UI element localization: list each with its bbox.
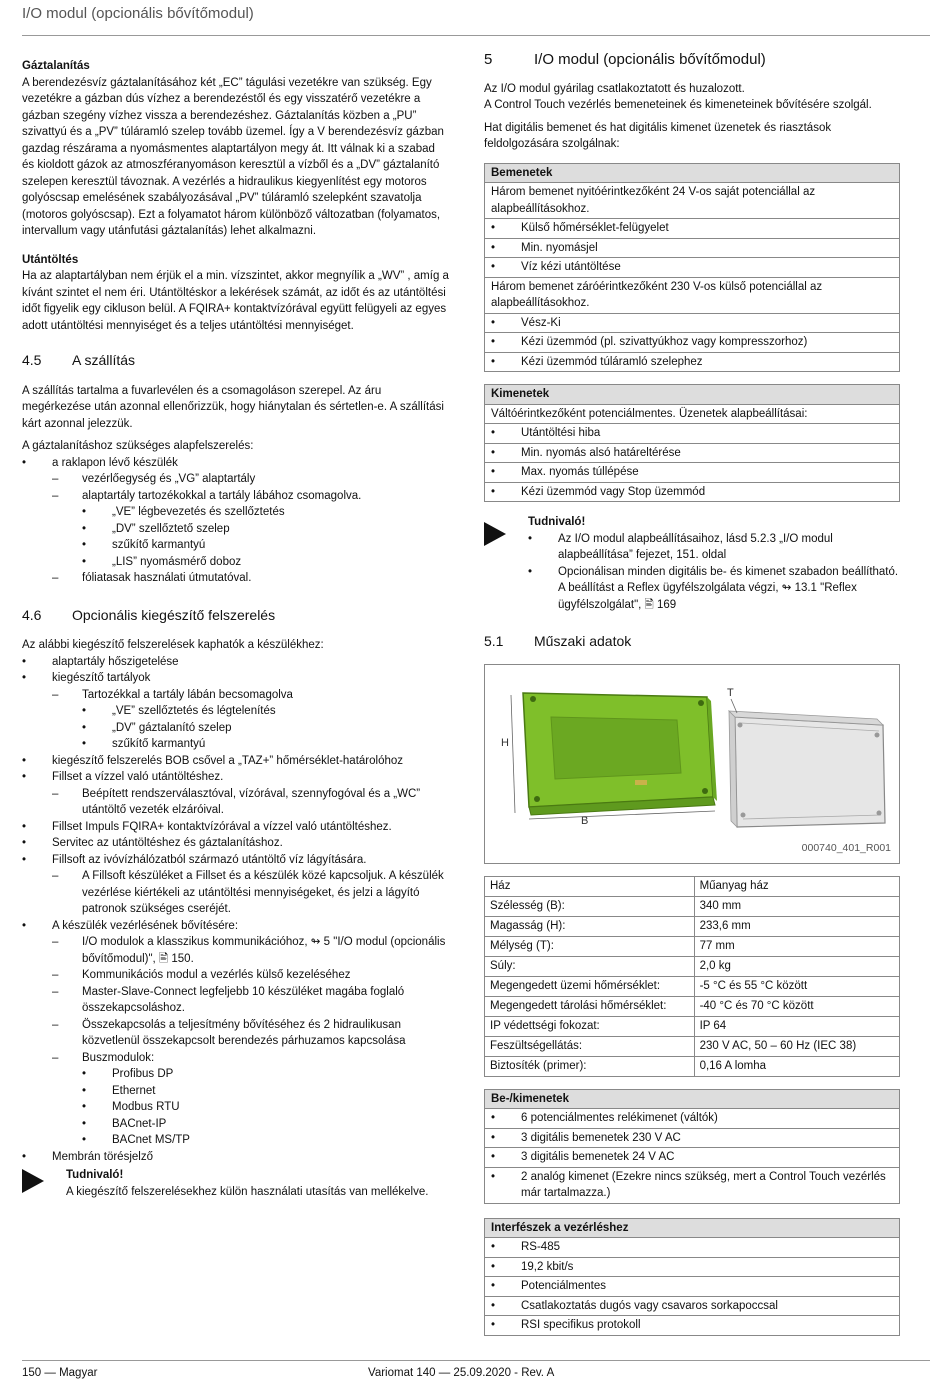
note-text: A kiegészítő felszerelésekhez külön használati utasítás van mellékelve.: [66, 1185, 429, 1198]
dimension-label-t: T: [727, 686, 734, 699]
spec-label: Megengedett tárolási hőmérséklet:: [485, 996, 695, 1016]
outputs-group: Váltóérintkezőként potenciálmentes. Üzenetek alapbeállításai:: [485, 405, 899, 425]
table-row: [485, 876, 900, 896]
list-item: • Utántöltési hiba: [485, 424, 899, 444]
spec-value: IP 64: [694, 1016, 899, 1036]
interface-box: [484, 1218, 900, 1336]
spec-label: Biztosíték (primer):: [485, 1056, 695, 1076]
io-intro-2: Hat digitális bemenet és hat digitális kimenet üzenetek és riasztások feldolgozására szolgálnak:: [484, 121, 832, 150]
footer-page-number: 150 — Magyar: [22, 1367, 98, 1379]
list-item: • Min. nyomásjel: [485, 239, 899, 259]
list-item: • szűkítő karmantyú: [82, 537, 450, 554]
spec-label: Ház: [485, 876, 695, 896]
table-row: [485, 1056, 900, 1076]
spec-value: 230 V AC, 50 – 60 Hz (IEC 38): [694, 1036, 899, 1056]
list-item: • Fillset a vízzel való utántöltéshez. – Beépített rendszerválasztóval, vízórával, szennyfogóval és a „WC” utántöltő vezeték elzáróival.: [22, 769, 450, 819]
io-box: [484, 1089, 900, 1204]
options-intro: Az alábbi kiegészítő felszerelések kaphatók a készülékhez:: [22, 639, 324, 651]
delivery-text: A szállítás tartalma a fuvarlevélen és a csomagoláson szerepel. Az áru megérkezése után azonnal ellenőrizzük, hogy hiánytalan és sértetlen-e. A szállítási kárt azonnal jelezzük.: [22, 384, 444, 430]
list-item: • „VE” légbevezetés és szellőztetés: [82, 504, 450, 521]
outputs-box: [484, 384, 900, 502]
degas-text: A berendezésvíz gáztalanításához két „EC” tágulási vezetékre van szükség. Egy vezetékre a gázban dús vízhez a berendezéstől és egy visszatérő vezetékre a gázban szegény vízhez vissza a berendezéshez. Gáztalanítás közben a „PU” szivattyú és a „PV” túláramló szelep tovább üzemel. Így a V berendezésvíz gázban gazdag részárama a nyomásmentes alaptartályon megy át. Itt válnak ki a szabad és kioldott gázok az atmoszféranyomáson keresztül a vízből és a „DV” gáztalanító szelepen keresztül távoznak. A vezérlés a hidraulikus kiegyenlítést egy motoros golyóscsap emelésének szabályozásával „PV” túláramló szelepként szavatolja (motoros golyóscsap). Ezt a folyamatot három különböző változatban (folyamatos, intervallum vagy utánfutási gáztalanítás) lehet alkalmazni.: [22, 76, 444, 237]
spec-value: -40 °C és 70 °C között: [694, 996, 899, 1016]
list-item: – Kommunikációs modul a vezérlés külső kezeléséhez: [52, 967, 450, 984]
interface-heading: Interfészek a vezérléshez: [485, 1219, 899, 1239]
list-item: • Modbus RTU: [82, 1099, 450, 1116]
list-item: • RSI specifikus protokoll: [485, 1316, 899, 1335]
spec-value: 0,16 A lomha: [694, 1056, 899, 1076]
list-item: • kiegészítő tartályok – Tartozékkal a tartály lábán becsomagolva • „VE” szellőztetés és légtelenítés • „DV” gáztalanító szelep • szűkítő karmantyú: [22, 670, 450, 753]
list-item: • Ethernet: [82, 1083, 450, 1100]
delivery-list: [22, 455, 450, 587]
list-item: • Kézi üzemmód vagy Stop üzemmód: [485, 483, 899, 502]
table-row: [485, 936, 900, 956]
spec-label: Magasság (H):: [485, 916, 695, 936]
spec-label: Mélység (T):: [485, 936, 695, 956]
list-item: • Víz kézi utántöltése: [485, 258, 899, 278]
note-arrow-icon: [484, 522, 506, 546]
list-item: • Membrán törésjelző: [22, 1149, 450, 1166]
list-item: • Külső hőmérséklet-felügyelet: [485, 219, 899, 239]
list-item: • RS-485: [485, 1238, 899, 1258]
io-module-figure: [484, 664, 900, 864]
list-item: – Buszmodulok: • Profibus DP • Ethernet • Modbus RTU • BACnet-IP • BACnet MS/TP: [52, 1050, 450, 1149]
list-item: • kiegészítő felszerelés BOB csővel a „TAZ+” hőmérséklet-határolóhoz: [22, 753, 450, 770]
cross-reference-link[interactable]: – I/O modulok a klasszikus kommunikációhoz, ↬ 5 "I/O modul (opcionális bővítőmodul)", 🖹 150.: [52, 934, 450, 967]
refill-heading: Utántöltés: [22, 253, 79, 266]
left-column: [22, 58, 450, 1206]
dimension-label-h: H: [501, 736, 509, 749]
list-item: • Vész-Ki: [485, 314, 899, 334]
io-heading: Be-/kimenetek: [485, 1090, 899, 1110]
io-intro-1: Az I/O modul gyárilag csatlakoztatott és huzalozott. A Control Touch vezérlés bemeneteinek és kimeneteinek bővítésére szolgál.: [484, 82, 872, 111]
table-row: [485, 996, 900, 1016]
list-item: • „DV” gáztalanító szelep: [82, 720, 450, 737]
cross-reference-link[interactable]: • Opcionálisan minden digitális be- és kimenet szabadon beállítható. A beállítást a Reflex ügyfélszolgálata végzi, ↬ 13.1 "Reflex ügyfélszolgálat", 🖹 169: [528, 564, 900, 614]
dimension-label-b: B: [581, 814, 589, 827]
list-item: • alaptartály hőszigetelése: [22, 654, 450, 671]
list-item: • „VE” szellőztetés és légtelenítés: [82, 703, 450, 720]
refill-text: Ha az alaptartályban nem érjük el a min. vízszintet, akkor megnyílik a „WV” , amíg a kívánt szintet el nem éri. Utántöltéskor a lekérések számát, az időt és az utántöltési időt figyelik egy cikluson belül. A FQIRA+ kontaktvízórával együtt felügyeli az egyes adott utántöltési mennyiséget és a teljes utántöltési mennyiséget.: [22, 270, 449, 332]
spec-label: Megengedett üzemi hőmérséklet:: [485, 976, 695, 996]
note-title: Tudnivaló!: [66, 1169, 124, 1181]
cross-reference-link[interactable]: • Az I/O modul alapbeállításaihoz, lásd 5.2.3 „I/O modul alapbeállítása” fejezet, 151. oldal: [528, 531, 900, 564]
note-accessories: [22, 1167, 450, 1200]
note-title: Tudnivaló!: [528, 516, 586, 528]
list-item: • Potenciálmentes: [485, 1277, 899, 1297]
spec-label: IP védettségi fokozat:: [485, 1016, 695, 1036]
delivery-intro: A gáztalanításhoz szükséges alapfelszerelés:: [22, 440, 254, 452]
page-header: [22, 6, 930, 36]
section-5-1-heading: 5.1 Műszaki adatok: [484, 633, 632, 649]
spec-value: Műanyag ház: [694, 876, 899, 896]
list-item: • 2 analóg kimenet (Ezekre nincs szükség, mert a Control Touch vezérlés már tartalmazza.): [485, 1168, 899, 1203]
list-item: • szűkítő karmantyú: [82, 736, 450, 753]
io-module-illustration: [485, 665, 899, 863]
running-title: I/O modul (opcionális bővítőmodul): [22, 5, 254, 22]
list-item: – vezérlőegység és „VG” alaptartály: [52, 471, 450, 488]
spec-label: Feszültségellátás:: [485, 1036, 695, 1056]
section-4-5-heading: 4.5 A szállítás: [22, 352, 136, 368]
list-item: • 3 digitális bemenetek 230 V AC: [485, 1129, 899, 1149]
inputs-group-1: Három bemenet nyitóérintkezőként 24 V-os saját potenciállal az alapbeállításokhoz.: [485, 183, 899, 219]
list-item: • Min. nyomás alsó határeltérése: [485, 444, 899, 464]
table-row: [485, 896, 900, 916]
list-item: • Fillset Impuls FQIRA+ kontaktvízórával a vízzel való utántöltéshez.: [22, 819, 450, 836]
list-item: – Master-Slave-Connect legfeljebb 10 készüléket magába foglaló összekapcsoláshoz.: [52, 984, 450, 1017]
list-item: – alaptartály tartozékokkal a tartály lábához csomagolva. • „VE” légbevezetés és szellőztetés • „DV” szellőztető szelep • szűkítő karmantyú • „LIS” nyomásmérő doboz: [52, 488, 450, 571]
spec-value: -5 °C és 55 °C között: [694, 976, 899, 996]
spec-label: Súly:: [485, 956, 695, 976]
table-row: [485, 976, 900, 996]
inputs-heading: Bemenetek: [485, 164, 899, 184]
list-item: • 6 potenciálmentes relékimenet (váltók): [485, 1109, 899, 1129]
table-row: [485, 1016, 900, 1036]
outputs-heading: Kimenetek: [485, 385, 899, 405]
spec-value: 233,6 mm: [694, 916, 899, 936]
list-item: • BACnet MS/TP: [82, 1132, 450, 1149]
list-item: • Profibus DP: [82, 1066, 450, 1083]
note-arrow-icon: [22, 1169, 44, 1193]
footer-doc-info: Variomat 140 — 25.09.2020 - Rev. A: [368, 1367, 555, 1379]
list-item: • 19,2 kbit/s: [485, 1258, 899, 1278]
table-row: [485, 956, 900, 976]
list-item: • Csatlakoztatás dugós vagy csavaros sorkapoccsal: [485, 1297, 899, 1317]
list-item: • Kézi üzemmód (pl. szivattyúkhoz vagy kompresszorhoz): [485, 333, 899, 353]
list-item: • Fillsoft az ivóvízhálózatból származó utántöltő víz lágyítására. – A Fillsoft készüléket a Fillset és a készülék közé kapcsoljuk. A készülék vezérlése kiértékeli az utántöltési mennyiségeket, és jelzi a lágyító patronok szükséges cseréjét.: [22, 852, 450, 918]
list-item: • „DV” szellőztető szelep: [82, 521, 450, 538]
list-item: • „LIS” nyomásmérő doboz: [82, 554, 450, 571]
note-io-settings: [484, 514, 900, 613]
list-item: – A Fillsoft készüléket a Fillset és a készülék közé kapcsoljuk. A készülék vezérlése kiértékeli az utántöltési mennyiségeket, és jelzi a lágyító patronok szükséges cseréjét.: [52, 868, 450, 918]
table-row: [485, 1036, 900, 1056]
list-item: – Beépített rendszerválasztóval, vízórával, szennyfogóval és a „WC” utántöltő vezeték elzáróival.: [52, 786, 450, 819]
section-4-6-heading: 4.6 Opcionális kiegészítő felszerelés: [22, 606, 276, 623]
list-item: • a raklapon lévő készülék – vezérlőegység és „VG” alaptartály – alaptartály tartozékokkal a tartály lábához csomagolva. • „VE” légbevezetés és szellőztetés • „DV” szellőztető szelep • szűkítő karmantyú • „LIS” nyomásmérő doboz – fóliatasak használati útmutatóval.: [22, 455, 450, 587]
inputs-box: [484, 163, 900, 373]
table-row: [485, 916, 900, 936]
spec-value: 340 mm: [694, 896, 899, 916]
list-item: • 3 digitális bemenetek 24 V AC: [485, 1148, 899, 1168]
options-list: [22, 654, 450, 1166]
specs-table: [484, 876, 900, 1077]
list-item: • Kézi üzemmód túláramló szelephez: [485, 353, 899, 372]
right-column: [484, 51, 900, 1346]
list-item: • Max. nyomás túllépése: [485, 463, 899, 483]
inputs-group-2: Három bemenet záróérintkezőként 230 V-os külső potenciállal az alapbeállításokhoz.: [485, 278, 899, 314]
list-item: • Servitec az utántöltéshez és gáztalanításhoz.: [22, 835, 450, 852]
section-5-heading: 5 I/O modul (opcionális bővítőmodul): [484, 51, 766, 68]
list-item: • BACnet-IP: [82, 1116, 450, 1133]
degas-heading: Gáztalanítás: [22, 60, 90, 72]
list-item: • A készülék vezérlésének bővítésére: – I/O modulok a klasszikus kommunikációhoz, ↬ 5 "I/O modul (opcionális bővítőmodul)", 🖹 150. – Kommunikációs modul a vezérlés külső kezeléséhez – Master-Slave-Connect legfeljebb 10 készüléket magába foglaló összekapcsoláshoz. – Összekapcsolás a teljesítmény bővítéséhez és 2 hidraulikusan közvetlenül összekapcsolt berendezés párhuzamos kapcsolása – Buszmodulok: • Profibus DP • Ethernet • Modbus RTU • BACnet-IP • BACnet MS/TP: [22, 918, 450, 1149]
spec-value: 77 mm: [694, 936, 899, 956]
page-footer: [22, 1360, 930, 1379]
spec-label: Szélesség (B):: [485, 896, 695, 916]
figure-code: 000740_401_R001: [801, 842, 891, 854]
list-item: – Tartozékkal a tartály lábán becsomagolva • „VE” szellőztetés és légtelenítés • „DV” gáztalanító szelep • szűkítő karmantyú: [52, 687, 450, 753]
spec-value: 2,0 kg: [694, 956, 899, 976]
list-item: – fóliatasak használati útmutatóval.: [52, 570, 450, 587]
list-item: – Összekapcsolás a teljesítmény bővítéséhez és 2 hidraulikusan közvetlenül összekapcsolt berendezés párhuzamos kapcsolása: [52, 1017, 450, 1050]
